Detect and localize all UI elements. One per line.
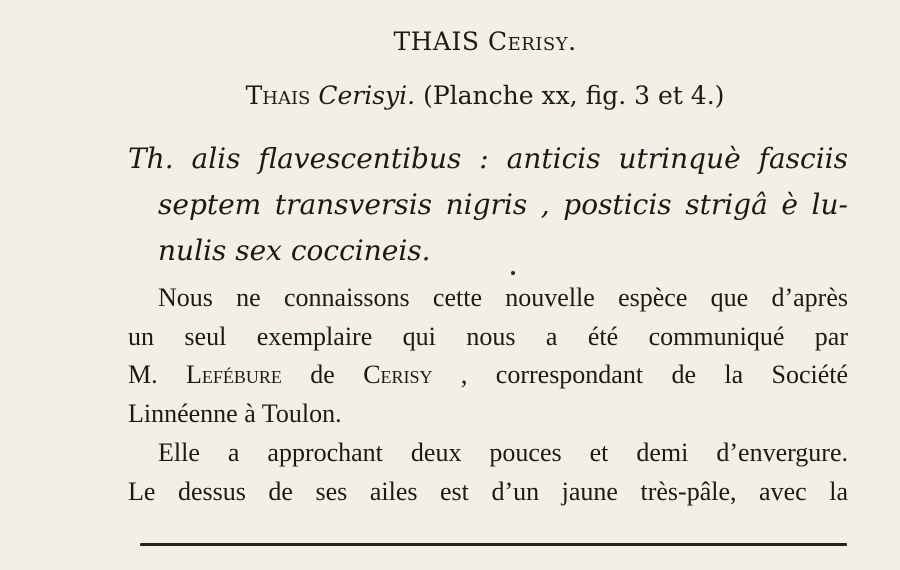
text-fragment: de bbox=[310, 360, 335, 389]
paragraph-1 bbox=[128, 279, 848, 433]
page-title bbox=[0, 27, 900, 56]
text-line: Elle a approchant deux pouces et demi d’envergure. bbox=[158, 438, 848, 467]
title-species: Cerisy. bbox=[487, 27, 577, 56]
latin-description bbox=[128, 136, 848, 274]
person-name: Lefébure bbox=[186, 360, 282, 389]
text-line: Nous ne connaissons cette nouvelle espèce que d’après bbox=[158, 283, 848, 312]
person-name: Cerisy bbox=[363, 360, 433, 389]
text-line bbox=[128, 356, 848, 395]
subtitle-genus: Thais bbox=[245, 81, 311, 110]
body-text bbox=[128, 279, 848, 511]
text-fragment: M. bbox=[128, 360, 158, 389]
title-main: THAIS bbox=[393, 27, 480, 56]
text-line: Linnéenne à Toulon. bbox=[128, 398, 342, 428]
ink-speck bbox=[511, 271, 515, 275]
latin-line: nulis sex coccineis. bbox=[158, 234, 431, 267]
latin-line: septem transversis nigris , posticis strigâ è lu- bbox=[158, 188, 848, 221]
subtitle-species: Cerisyi. bbox=[318, 81, 416, 110]
text-line: Le dessus de ses ailes est d’un jaune très-pâle, avec la bbox=[128, 476, 848, 506]
subtitle-plate: (Planche xx, fig. 3 et 4.) bbox=[423, 81, 725, 110]
text-line: un seul exemplaire qui nous a été communiqué par bbox=[128, 321, 848, 351]
paragraph-2 bbox=[128, 434, 848, 511]
latin-line: Th. alis flavescentibus : anticis utrinquè fasciis bbox=[128, 142, 848, 175]
footer-rule bbox=[140, 543, 847, 546]
text-fragment: , correspondant de la Société bbox=[460, 360, 849, 389]
plate-reference bbox=[0, 81, 900, 110]
